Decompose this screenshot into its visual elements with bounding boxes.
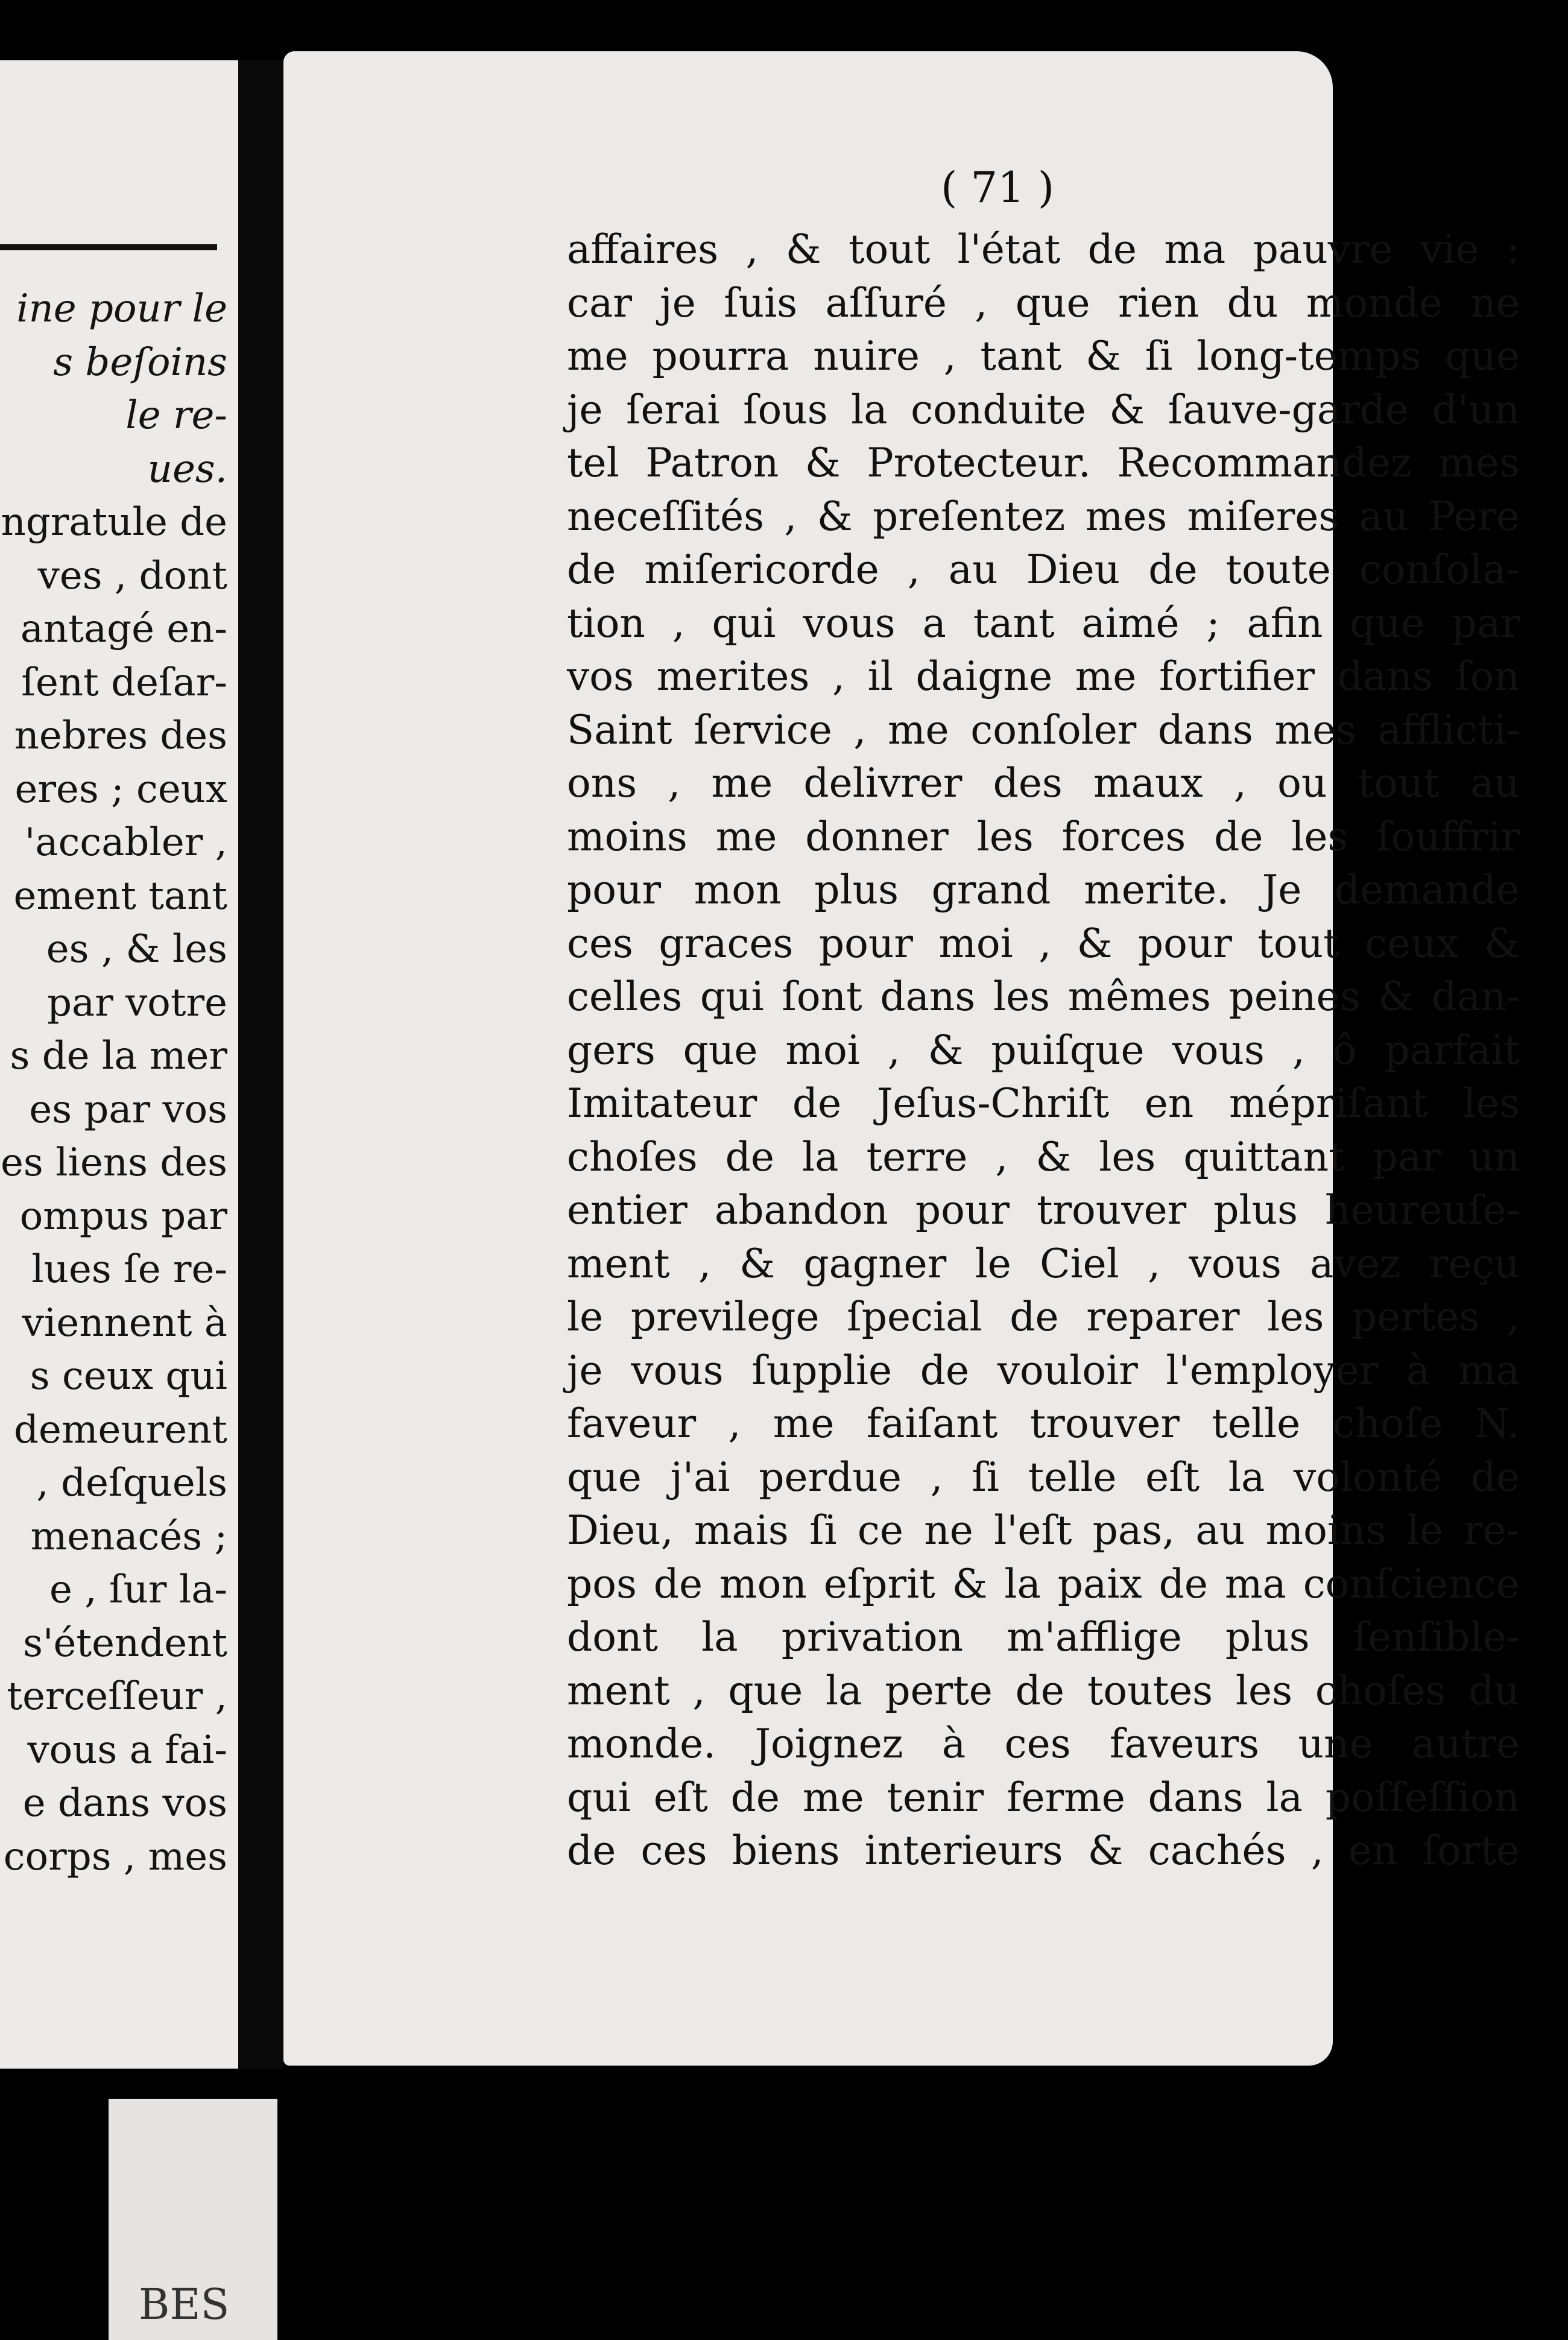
previous-page-line: ves , dont xyxy=(37,553,227,598)
previous-page-line: ement tant xyxy=(13,873,227,919)
previous-page-line: lues ſe re- xyxy=(31,1247,227,1292)
previous-page-line: s ceux qui xyxy=(30,1354,227,1399)
text-line: car je ſuis aſſuré , que rien du monde ne xyxy=(567,279,1520,326)
text-line: le previlege ſpecial de reparer les pertes , xyxy=(567,1294,1520,1340)
previous-page-line: demeurent xyxy=(13,1407,227,1452)
text-line: Imitateur de Jeſus-Chriſt en mépriſant les xyxy=(567,1080,1520,1127)
previous-page-line: ues. xyxy=(147,446,227,492)
previous-page-line: , deſquels xyxy=(36,1461,227,1505)
previous-page-line: ngratule de xyxy=(1,500,227,545)
book-gutter xyxy=(238,60,283,2069)
text-line: entier abandon pour trouver plus heureuſe- xyxy=(567,1187,1520,1233)
previous-page-text xyxy=(0,60,238,2069)
previous-page-line: e , ſur la- xyxy=(49,1567,227,1612)
text-line: me pourra nuire , tant & ſi long-temps que xyxy=(567,333,1520,379)
text-line: tion , qui vous a tant aimé ; afin que par xyxy=(567,599,1520,647)
previous-page-line: s beſoins xyxy=(53,340,227,385)
previous-page-line: s de la mer xyxy=(10,1034,227,1078)
previous-page-line: s'étendent xyxy=(23,1621,227,1666)
text-line: pour mon plus grand merite. Je demande xyxy=(567,867,1520,913)
previous-page-line: nebres des xyxy=(14,713,227,758)
text-line: affaires , & tout l'état de ma pauvre vie : xyxy=(567,226,1520,273)
previous-page-line: 'accabler , xyxy=(24,820,227,865)
text-line: neceſſités , & preſentez mes miſeres au Pere xyxy=(567,493,1520,540)
previous-page-line: par votre xyxy=(47,980,227,1025)
text-line: pos de mon eſprit & la paix de ma conſcience xyxy=(567,1560,1520,1607)
current-page xyxy=(283,51,1520,2066)
text-line: vos merites , il daigne me fortifier dans ſon xyxy=(567,653,1520,700)
text-line: qui eſt de me tenir ferme dans la poſſeſſion xyxy=(567,1774,1520,1821)
previous-page-line: ompus par xyxy=(19,1194,227,1239)
text-line: Dieu, mais ſi ce ne l'eſt pas, au moins le re- xyxy=(567,1507,1520,1554)
text-line: faveur , me faiſant trouver telle choſe N. xyxy=(567,1400,1520,1447)
text-line: ces graces pour moi , & pour tout ceux & xyxy=(567,920,1520,967)
text-line: Saint ſervice , me conſoler dans mes afflicti- xyxy=(567,706,1520,753)
text-line: ons , me delivrer des maux , ou tout au xyxy=(567,760,1520,806)
text-line: gers que moi , & puiſque vous , ô parfait xyxy=(567,1026,1520,1074)
previous-page-line: terceſſeur , xyxy=(7,1674,227,1719)
library-slip-text: BES xyxy=(139,2280,230,2329)
text-line: ment , que la perte de toutes les choſes du xyxy=(567,1667,1520,1714)
text-line: dont la privation m'afflige plus ſenſible- xyxy=(567,1614,1520,1660)
previous-page-line: es par vos xyxy=(29,1087,227,1132)
text-line: tel Patron & Protecteur. Recommandez mes xyxy=(567,440,1520,486)
text-line: je ſerai ſous la conduite & ſauve-garde d'un xyxy=(567,386,1520,433)
text-line: que j'ai perdue , ſi telle eſt la volonté de xyxy=(567,1453,1520,1500)
previous-page-fragment xyxy=(0,60,238,2069)
previous-page-line: es liens des xyxy=(1,1140,227,1185)
previous-page-line: ine pour le xyxy=(16,286,227,331)
previous-page-line: ſent deſar- xyxy=(21,660,227,705)
text-line: de miſericorde , au Dieu de toute conſola- xyxy=(567,546,1520,593)
previous-page-line: vous a fai- xyxy=(27,1727,227,1772)
previous-page-line: es , & les xyxy=(46,927,227,972)
previous-page-line: e dans vos xyxy=(22,1781,227,1826)
text-line: moins me donner les forces de les ſouffrir xyxy=(567,813,1520,860)
page-body-text xyxy=(567,51,1568,2066)
text-line: ment , & gagner le Ciel , vous avez reçu xyxy=(567,1240,1520,1287)
text-line: monde. Joignez à ces faveurs une autre xyxy=(567,1721,1520,1767)
previous-page-line: viennent à xyxy=(22,1300,227,1346)
previous-page-line: corps , mes xyxy=(3,1834,227,1879)
page-number: ( 71 ) xyxy=(941,163,1055,212)
previous-page-line: menacés ; xyxy=(30,1514,227,1559)
previous-page-line: le re- xyxy=(125,393,227,438)
text-line: celles qui ſont dans les mêmes peines & dan- xyxy=(567,973,1520,1020)
text-line: je vous ſupplie de vouloir l'employer à ma xyxy=(567,1347,1520,1394)
previous-page-line: antagé en- xyxy=(20,607,227,651)
text-line: de ces biens interieurs & cachés , en ſorte xyxy=(567,1827,1520,1874)
previous-page-line: eres ; ceux xyxy=(14,767,227,812)
text-line: choſes de la terre , & les quittant par un xyxy=(567,1133,1520,1180)
